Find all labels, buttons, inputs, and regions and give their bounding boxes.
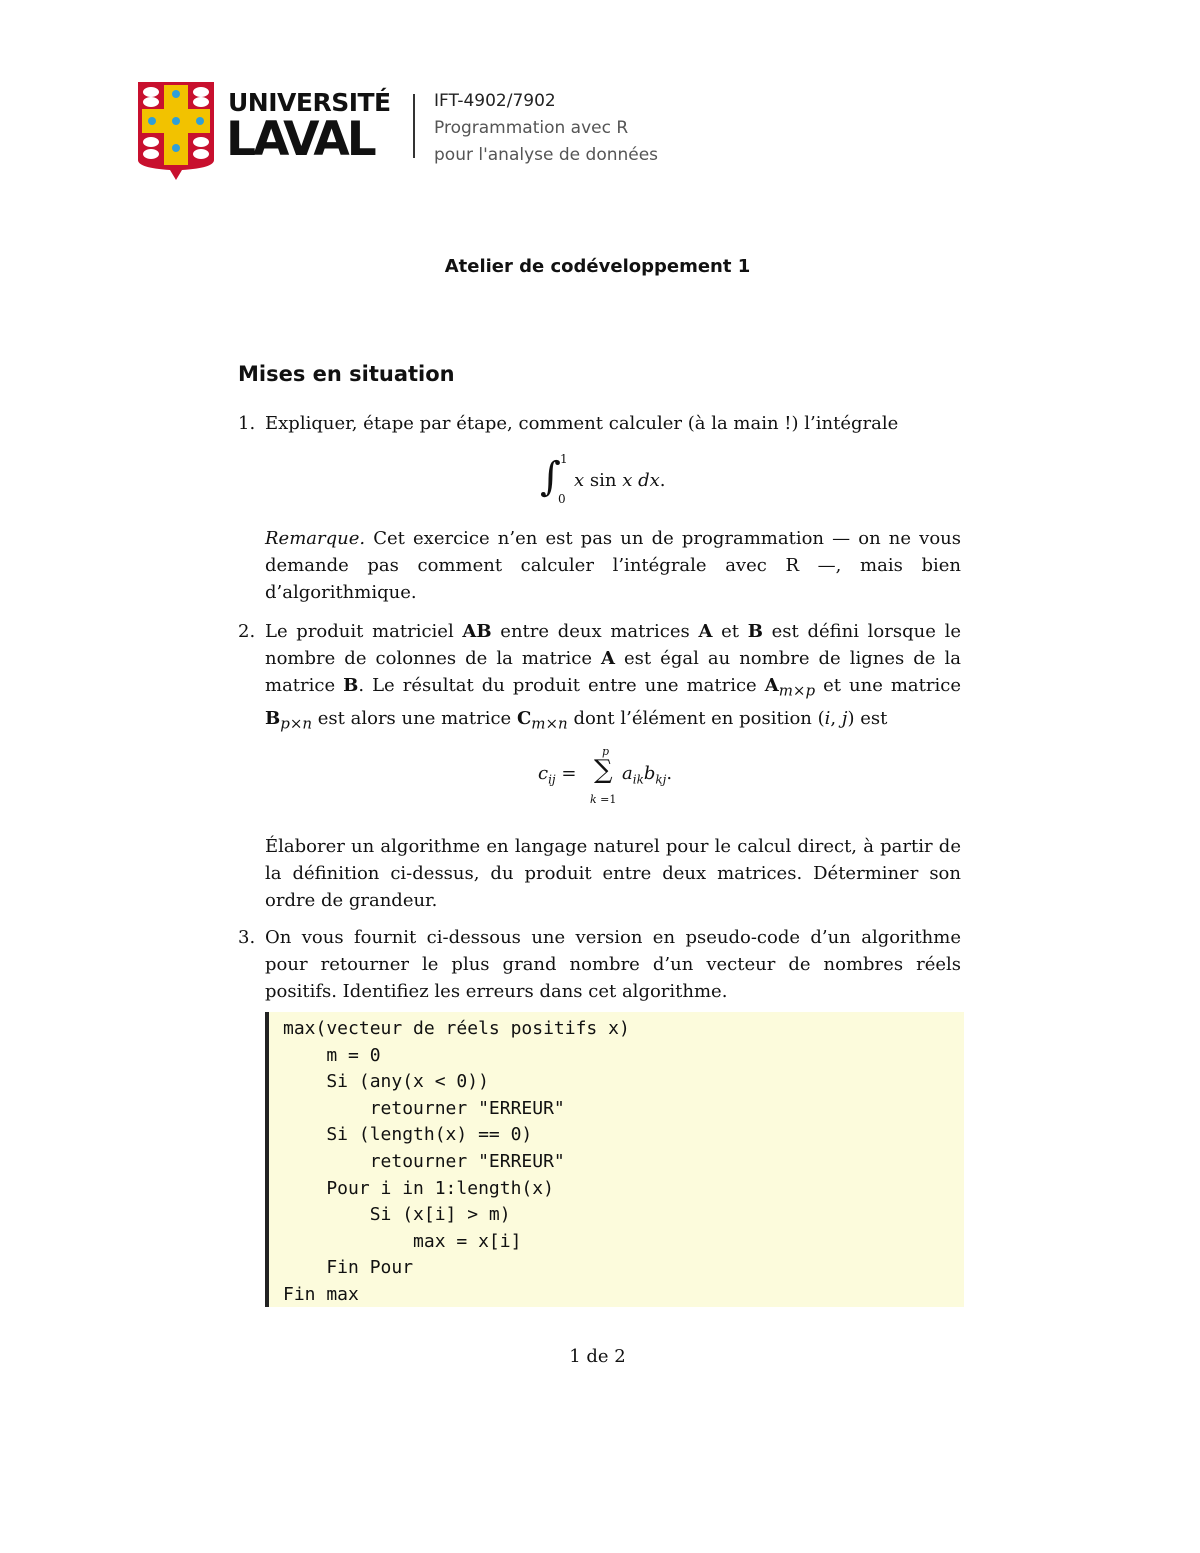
item-1-remark bbox=[265, 525, 961, 606]
logo-wordmark-bottom: LAVAL bbox=[226, 112, 374, 167]
item-3-number: 3. bbox=[238, 927, 256, 948]
page-number: 1 de 2 bbox=[569, 1346, 626, 1367]
course-title-line2: pour l'analyse de données bbox=[434, 145, 659, 165]
item-2-number: 2. bbox=[238, 621, 256, 642]
course-title-line1: Programmation avec R bbox=[434, 118, 629, 138]
section-heading: Mises en situation bbox=[238, 362, 455, 386]
remark-label: Remarque. bbox=[265, 528, 366, 549]
logo-wordmark-top: UNIVERSITÉ bbox=[228, 88, 391, 117]
remark-text: Cet exercice n’en est pas un de programmation — on ne vous demande pas comment calculer l’intégrale avec R —, mais bien d’algorithmique. bbox=[265, 528, 961, 603]
item-2-text: Le produit matriciel AB entre deux matrices A et B est défini lorsque le nombre de colonnes de la matrice A est égal au nombre de lignes de la matrice B. Le résultat du produit entre une matrice $A_{m\times p}$ et une matrice $B_{p\times n}$ est alors une matrice $C_{m\times n}$ dont l’élément en position (i, j) est bbox=[265, 621, 961, 733]
item-3-text: On vous fournit ci-dessous une version en pseudo-code d’un algorithme pour retourner le plus grand nombre d’un vecteur de nombres réels positifs. Identifiez les erreurs dans cet algorithme. bbox=[265, 927, 961, 1002]
pseudo-code-block bbox=[265, 1012, 964, 1307]
course-info bbox=[434, 88, 658, 169]
pseudo-code: max(vecteur de réels positifs x) m = 0 Si (any(x < 0)) retourner "ERREUR" Si (length(x) == 0) retourner "ERREUR" Pour i in 1:length(x) Si (x[i] > m) max = x[i] Fin Pour Fin max bbox=[283, 1018, 630, 1305]
item-2-followup: Élaborer un algorithme en langage naturel pour le calcul direct, à partir de la définition ci-dessus, du produit entre deux matrices. Déterminer son ordre de grandeur. bbox=[265, 836, 961, 911]
course-code: IFT-4902/7902 bbox=[434, 91, 556, 111]
item-1-number: 1. bbox=[238, 413, 256, 434]
item-1-formula: ∫ 1 0 x sin x dx. bbox=[540, 452, 666, 506]
header-divider bbox=[413, 94, 415, 158]
item-1-text: Expliquer, étape par étape, comment calculer (à la main !) l’intégrale bbox=[265, 413, 899, 434]
item-2-formula: $c_{ij}$ = p ∑ k =1 $a_{ik}b_{kj}$. bbox=[538, 745, 673, 806]
document-title: Atelier de codéveloppement 1 bbox=[444, 256, 751, 277]
